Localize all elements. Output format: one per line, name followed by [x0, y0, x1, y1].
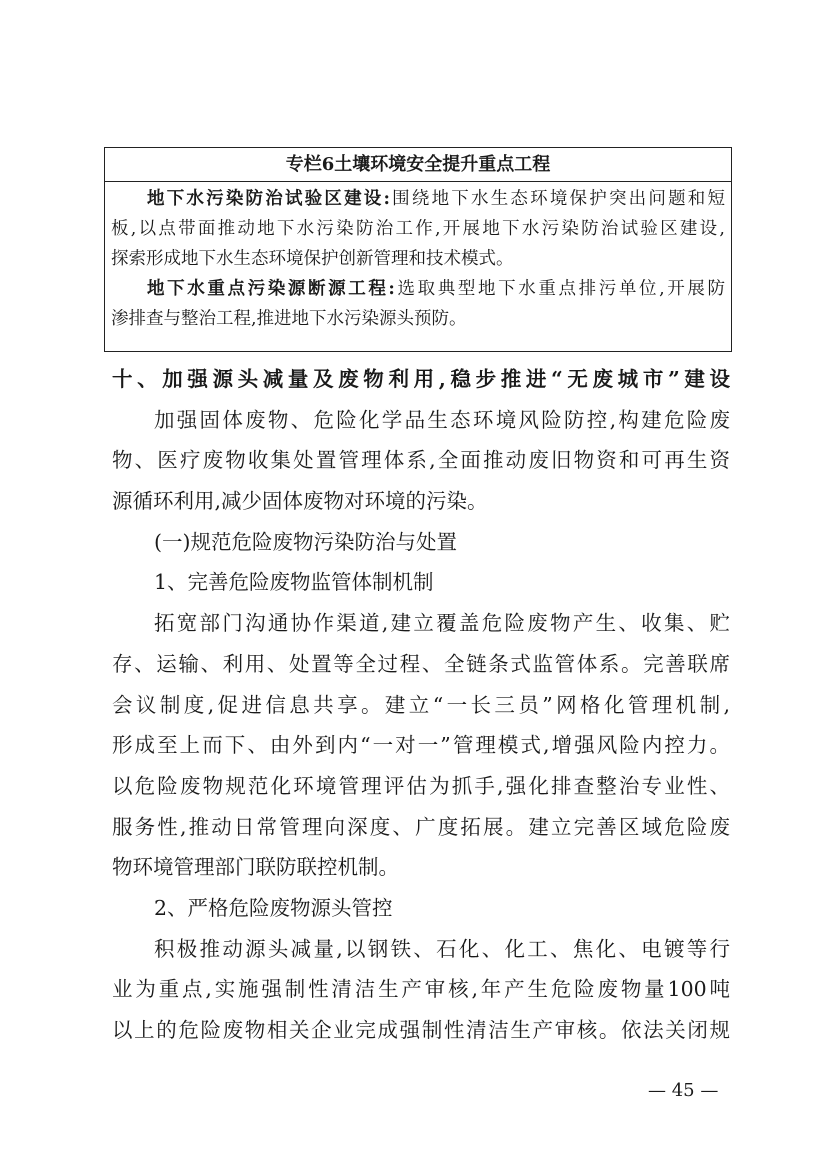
- box-text: 围绕地下水生态环境保护突出问题和短: [389, 189, 726, 209]
- text-line: 物环境管理部门联防联控机制。: [112, 855, 399, 880]
- box-line: 探索形成地下水生态环境保护创新管理和技术模式。: [111, 249, 514, 269]
- text-line: 形成至上而下、由外到内“一对一”管理模式,增强风险内控力。: [112, 733, 730, 758]
- box-line: [111, 184, 725, 214]
- text-line: 存、运输、利用、处置等全过程、全链条式监管体系。完善联席: [112, 651, 730, 676]
- text-line: 积极推动源头减量,以钢铁、石化、化工、焦化、电镀等行: [154, 936, 730, 961]
- box-item-title: 地下水重点污染源断源工程:: [147, 279, 395, 299]
- text-line: 业为重点,实施强制性清洁生产审核,年产生危险废物量100吨: [112, 977, 730, 1002]
- box-line: [111, 274, 725, 304]
- text-line: 会议制度,促进信息共享。建立“一长三员”网格化管理机制,: [112, 692, 730, 717]
- box-text: 选取典型地下水重点排污单位,开展防: [394, 279, 726, 299]
- text-line: 源循环利用,减少固体废物对环境的污染。: [112, 489, 488, 514]
- column-box: [104, 147, 732, 352]
- box-line: 板,以点带面推动地下水污染防治工作,开展地下水污染防治试验区建设,: [111, 219, 725, 239]
- page-number: — 45 —: [648, 1080, 719, 1101]
- section-heading: 十、加强源头减量及废物利用,稳步推进“无废城市”建设: [112, 367, 730, 391]
- text-line: 以危险废物规范化环境管理评估为抓手,强化排查整治专业性、: [112, 773, 730, 798]
- box-body: [105, 182, 731, 334]
- main-text: [112, 359, 730, 1051]
- box-title: 专栏6土壤环境安全提升重点工程: [105, 148, 731, 182]
- subheading: (一)规范危险废物污染防治与处置: [154, 529, 457, 554]
- text-line: 以上的危险废物相关企业完成强制性清洁生产审核。依法关闭规: [112, 1018, 730, 1042]
- text-line: 加强固体废物、危险化学品生态环境风险防控,构建危险废: [154, 407, 730, 432]
- text-line: 拓宽部门沟通协作渠道,建立覆盖危险废物产生、收集、贮: [154, 611, 730, 636]
- text-line: 物、医疗废物收集处置管理体系,全面推动废旧物资和可再生资: [112, 448, 730, 473]
- box-line: 渗排查与整治工程,推进地下水污染源头预防。: [111, 309, 467, 329]
- text-line: 服务性,推动日常管理向深度、广度拓展。建立完善区域危险废: [112, 814, 730, 839]
- item-title: 2、严格危险废物源头管控: [154, 895, 393, 920]
- box-item-title: 地下水污染防治试验区建设:: [147, 189, 390, 209]
- item-title: 1、完善危险废物监管体制机制: [154, 570, 434, 595]
